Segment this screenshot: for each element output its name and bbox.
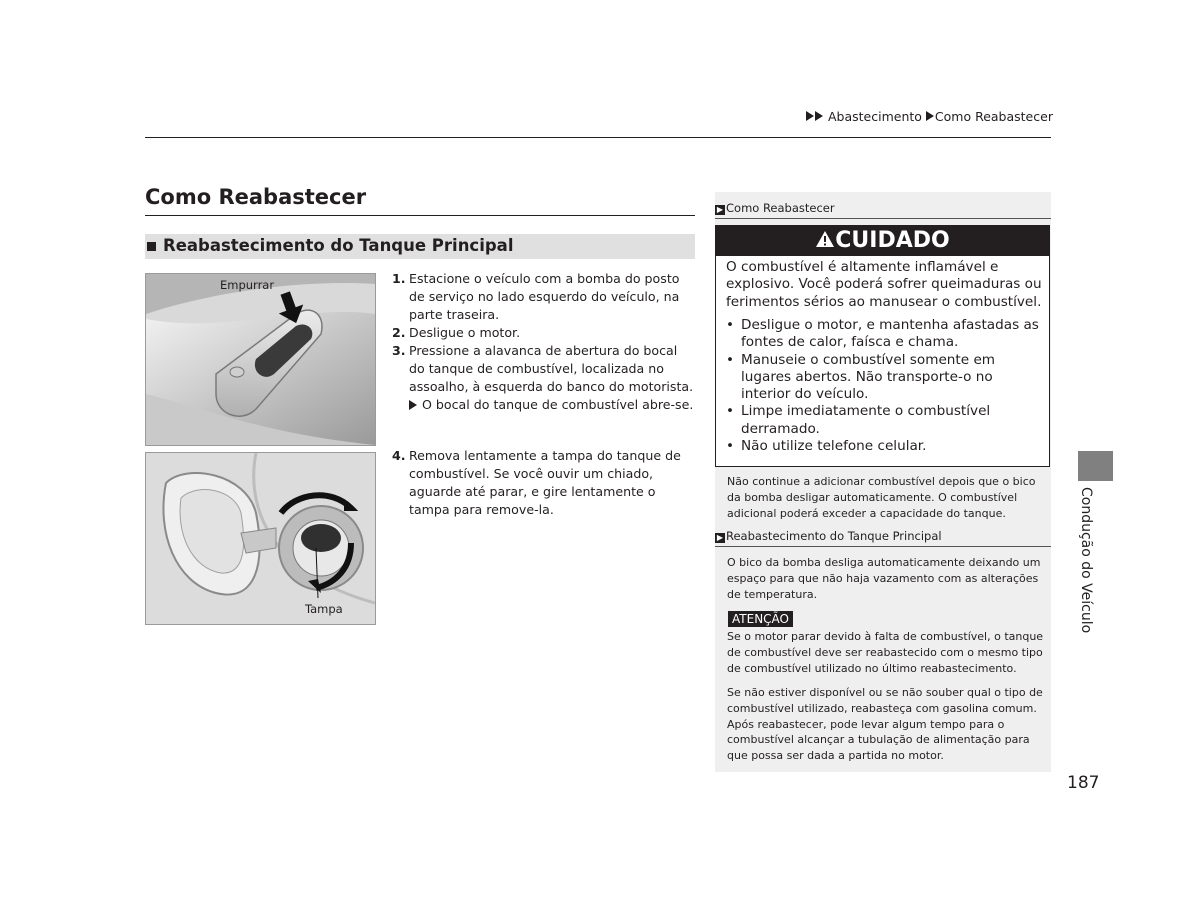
page-title: Como Reabastecer xyxy=(145,185,367,209)
caution-item: • Limpe imediatamente o combustível derramado. xyxy=(726,403,1044,438)
caution-list xyxy=(726,317,1044,455)
fuel-lever-illustration xyxy=(145,273,376,446)
caution-item: • Não utilize telefone celular. xyxy=(726,438,1044,455)
caution-title: CUIDADO xyxy=(835,228,950,253)
title-rule xyxy=(145,215,695,216)
breadcrumb-arrow-icon xyxy=(926,111,934,121)
ref-rule xyxy=(715,546,1051,547)
square-bullet-icon xyxy=(147,242,156,251)
caution-item: • Manuseie o combustível somente em lugares abertos. Não transporte-o no interior do veículo. xyxy=(726,352,1044,404)
header-rule xyxy=(145,137,1051,138)
step-number: 2. xyxy=(392,325,406,340)
reference-icon: ▶ xyxy=(716,205,724,214)
step-text: Estacione o veículo com a bomba do posto de serviço no lado esquerdo do veículo, na parte traseira. xyxy=(409,271,680,322)
ref-rule xyxy=(715,218,1051,219)
step-number: 1. xyxy=(392,271,406,286)
caution-intro: O combustível é altamente inflamável e explosivo. Você poderá sofrer queimaduras ou ferimentos sérios ao manusear o combustível. xyxy=(726,259,1042,310)
step-4 xyxy=(392,447,696,519)
section-tab-label: Condução do Veículo xyxy=(1078,487,1094,634)
reference-icon: ▶ xyxy=(716,533,724,542)
fuel-cap-drawing xyxy=(146,453,375,624)
result-arrow-icon xyxy=(409,400,417,410)
notice-badge: ATENÇÃO xyxy=(728,611,793,627)
breadcrumb-arrow-icon xyxy=(815,111,823,121)
ref-como-reabastecer xyxy=(715,201,835,215)
section-tab-marker xyxy=(1078,451,1113,481)
fuel-cap-illustration xyxy=(145,452,376,625)
cap-label: Tampa xyxy=(305,602,343,616)
note-nozzle: O bico da bomba desliga automaticamente deixando um espaço para que não haja vazamento com as alterações de temperatura. xyxy=(727,556,1041,601)
caution-item: • Desligue o motor, e mantenha afastadas as fontes de calor, faísca e chama. xyxy=(726,317,1044,352)
page-number: 187 xyxy=(1067,773,1100,793)
note-fuel-type: Se não estiver disponível ou se não souber qual o tipo de combustível utilizado, reabasteça com gasolina comum. Após reabastecer, pode levar algum tempo para o combustível alcançar a tubulação de alimentação para que possa ser dada a partida no motor. xyxy=(727,686,1043,763)
procedure-steps xyxy=(392,270,696,519)
notice-text: Se o motor parar devido à falta de combustível, o tanque de combustível deve ser reabastecido com o mesmo tipo de combustível utilizado no último reabastecimento. xyxy=(727,630,1044,675)
step-text: Desligue o motor. xyxy=(409,325,521,340)
breadcrumb-item-abastecimento: Abastecimento xyxy=(827,109,922,124)
step-1 xyxy=(392,270,696,324)
step-text: Pressione a alavanca de abertura do bocal do tanque de combustível, localizada no assoalho, à esquerda do banco do motorista. xyxy=(409,343,694,394)
warning-triangle-icon xyxy=(815,230,835,248)
note-overfill: Não continue a adicionar combustível depois que o bico da bomba desligar automaticamente. O combustível adicional poderá exceder a capacidade do tanque. xyxy=(727,475,1036,520)
fuel-lever-drawing xyxy=(146,274,375,445)
caution-header xyxy=(716,226,1049,256)
step-2 xyxy=(392,324,696,342)
step-result-text: O bocal do tanque de combustível abre-se. xyxy=(422,397,694,412)
push-label: Empurrar xyxy=(220,278,275,292)
ref-title: Reabastecimento do Tanque Principal xyxy=(726,529,942,543)
step-3 xyxy=(392,342,696,396)
step-text: Remova lentamente a tampa do tanque de combustível. Se você ouvir um chiado, aguarde até parar, e gire lentamente o tampa para remove-la. xyxy=(409,448,681,517)
breadcrumb-item-como-reabastecer: Como Reabastecer xyxy=(934,109,1053,124)
breadcrumb-arrow-icon xyxy=(806,111,814,121)
step-number: 4. xyxy=(392,448,406,463)
step-number: 3. xyxy=(392,343,406,358)
breadcrumb xyxy=(806,109,1053,124)
ref-title: Como Reabastecer xyxy=(726,201,835,215)
subheading: Reabastecimento do Tanque Principal xyxy=(163,236,514,255)
ref-reabastecimento xyxy=(715,529,942,543)
step-3-result xyxy=(392,396,696,414)
